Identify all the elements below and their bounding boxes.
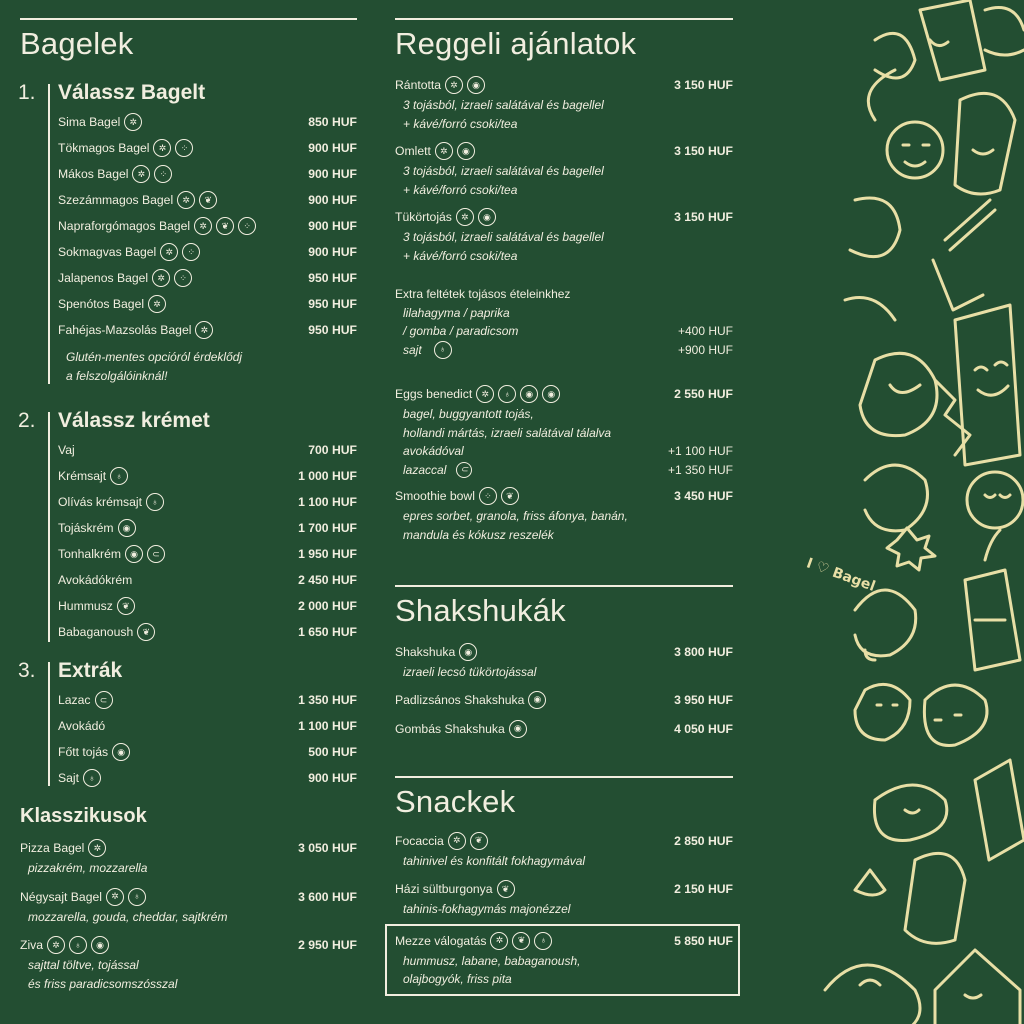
menu-item	[20, 739, 357, 765]
item-name-group	[58, 765, 101, 791]
item-price: 1 000 HUF	[298, 469, 357, 483]
menu-item	[20, 437, 357, 463]
item-name-group	[58, 109, 142, 135]
right-column	[395, 18, 733, 989]
item-name: Vaj	[58, 443, 75, 457]
straw-doodle	[933, 200, 995, 310]
item-price: 900 HUF	[308, 245, 357, 259]
wheat-icon: ✲	[445, 76, 463, 94]
egg-icon: ◉	[457, 142, 475, 160]
drink-doodle	[965, 530, 1020, 670]
item-price: 3 950 HUF	[674, 692, 733, 707]
addon-price: +1 350 HUF	[667, 462, 733, 477]
item-price: 1 950 HUF	[298, 547, 357, 561]
house-doodle	[935, 950, 1020, 1024]
step-title: Válassz Bagelt	[58, 81, 206, 104]
item-name-group	[58, 213, 256, 239]
note-line: Glutén-mentes opcióról érdeklődj	[66, 350, 243, 364]
egg-icon: ◉	[478, 208, 496, 226]
item-name-group	[58, 567, 132, 593]
seeds-icon: ⁘	[238, 217, 256, 235]
wheat-icon: ✲	[435, 142, 453, 160]
menu-item	[20, 619, 357, 645]
leaf-icon: ❦	[501, 487, 519, 505]
divider	[395, 776, 733, 778]
menu-item	[395, 140, 733, 199]
item-name-group	[58, 161, 172, 187]
cup-doodle	[920, 0, 985, 80]
extras-title: Extra feltétek tojásos ételeinkhez	[395, 287, 571, 301]
item-price: 3 800 HUF	[674, 645, 733, 659]
item-price: 950 HUF	[308, 271, 357, 285]
item-description: pizzakrém, mozzarella	[28, 861, 148, 875]
item-description: sajttal töltve, tojással	[28, 958, 139, 972]
egg-icon: ◉	[528, 691, 546, 709]
step-choose-cream	[20, 408, 357, 645]
menu-item	[395, 830, 733, 871]
seeds-icon: ⁘	[174, 269, 192, 287]
item-price: 950 HUF	[308, 323, 357, 337]
desc-text: avokádóval	[403, 444, 464, 458]
extras-line: lilahagyma / paprika	[403, 305, 510, 320]
step-title: Extrák	[58, 659, 123, 682]
menu-item	[20, 109, 357, 135]
item-price: 3 050 HUF	[298, 841, 357, 855]
item-price: 1 650 HUF	[298, 625, 357, 639]
wheat-icon: ✲	[195, 321, 213, 339]
seeds-icon: ⁘	[175, 139, 193, 157]
item-name: Olívás krémsajt	[58, 495, 142, 509]
item-price: 4 050 HUF	[674, 721, 733, 736]
item-name: Focaccia	[395, 833, 444, 848]
icecream-doodle	[860, 353, 937, 435]
menu-item	[395, 878, 733, 919]
milk-icon: ♁	[498, 385, 516, 403]
menu-item-eggs-benedict	[395, 383, 733, 479]
item-description: tahinivel és konfitált fokhagymával	[403, 853, 586, 868]
divider	[20, 18, 357, 20]
swirl-doodle	[845, 198, 900, 320]
item-name-group	[58, 541, 165, 567]
item-price: 500 HUF	[308, 745, 357, 759]
sun-doodle	[855, 590, 916, 660]
menu-item	[20, 515, 357, 541]
item-name-group	[58, 593, 135, 619]
item-price: 2 850 HUF	[674, 833, 733, 848]
leaf-icon: ❦	[470, 832, 488, 850]
section-title-bagelek: Bagelek	[20, 26, 134, 61]
menu-item	[20, 541, 357, 567]
leaf-icon: ❦	[137, 623, 155, 641]
item-description	[403, 461, 733, 480]
wheat-icon: ✲	[448, 832, 466, 850]
item-price: 2 450 HUF	[298, 573, 357, 587]
item-name: Sajt	[58, 771, 80, 785]
item-description: 3 tojásból, izraeli salátával és bagellel	[403, 98, 604, 112]
milk-icon: ♁	[534, 932, 552, 950]
section-title-shakshukak: Shakshukák	[395, 593, 566, 628]
fish-icon: ⊂	[95, 691, 113, 709]
menu-item	[20, 239, 357, 265]
doodle-text: I ♡ Bagel	[804, 555, 878, 595]
item-name: Napraforgómagos Bagel	[58, 219, 191, 233]
classics-section	[20, 805, 357, 993]
item-description: mozzarella, gouda, cheddar, sajtkrém	[28, 909, 228, 924]
seeds-icon: ⁘	[154, 165, 172, 183]
item-name-group	[58, 619, 155, 645]
egg-icon: ◉	[459, 643, 477, 661]
menu-item	[20, 187, 357, 213]
swirl-doodle	[868, 33, 915, 120]
menu-item-smoothie-bowl	[395, 485, 733, 544]
cookie-doodle	[924, 685, 987, 745]
egg-icon: ◉	[91, 936, 109, 954]
item-description: 3 tojásból, izraeli salátával és bagellel	[403, 230, 604, 244]
leaf-icon: ❦	[117, 597, 135, 615]
item-description: izraeli lecsó tükörtojással	[403, 665, 537, 679]
item-description: 3 tojásból, izraeli salátával és bagellel	[403, 164, 604, 178]
menu-item	[395, 689, 733, 711]
item-name: Lazac	[58, 693, 91, 707]
item-price: 900 HUF	[308, 771, 357, 785]
note-line: a felszolgálóinknál!	[66, 369, 168, 383]
item-name-group	[58, 187, 217, 213]
wheat-icon: ✲	[47, 936, 65, 954]
step-number: 3.	[18, 659, 36, 682]
section-title-reggeli: Reggeli ajánlatok	[395, 26, 637, 61]
menu-item	[20, 687, 357, 713]
item-price: 3 150 HUF	[674, 210, 733, 224]
step-number: 2.	[18, 409, 36, 432]
menu-item	[20, 135, 357, 161]
egg-icon: ◉	[125, 545, 143, 563]
left-column	[20, 18, 357, 993]
addon-price: +1 100 HUF	[667, 444, 733, 458]
item-name-group	[58, 739, 130, 765]
egg-icon: ◉	[118, 519, 136, 537]
menu-item	[20, 886, 357, 927]
wheat-icon: ✲	[456, 208, 474, 226]
item-name: Gombás Shakshuka	[395, 721, 505, 736]
item-name: Pizza Bagel	[20, 841, 85, 855]
milk-icon: ♁	[128, 888, 146, 906]
item-name-group	[58, 291, 166, 317]
item-name: Krémsajt	[58, 469, 107, 483]
milk-icon: ♁	[83, 769, 101, 787]
item-price: 850 HUF	[308, 115, 357, 129]
item-name: Avokádókrém	[58, 573, 133, 587]
bagel-doodle	[825, 965, 920, 1024]
item-price: 2 150 HUF	[674, 882, 733, 896]
item-name: Padlizsános Shakshuka	[395, 692, 525, 707]
item-description: + kávé/forró csoki/tea	[403, 116, 518, 131]
menu-item	[395, 74, 733, 133]
item-name-group	[58, 239, 200, 265]
wheat-icon: ✲	[88, 839, 106, 857]
hand-doodle	[865, 465, 928, 531]
seeds-icon: ⁘	[479, 487, 497, 505]
item-description: epres sorbet, granola, friss áfonya, banán,	[403, 509, 628, 523]
menu-item	[20, 463, 357, 489]
item-name: Tojáskrém	[58, 521, 114, 535]
wheat-icon: ✲	[124, 113, 142, 131]
menu-item	[20, 161, 357, 187]
zigzag-doodle	[935, 380, 970, 455]
bun-doodle	[887, 122, 943, 178]
menu-item	[20, 934, 357, 993]
wheat-icon: ✲	[132, 165, 150, 183]
hand-doodle	[855, 853, 965, 943]
milk-icon: ♁	[434, 341, 452, 359]
item-name: Sokmagvas Bagel	[58, 245, 157, 259]
item-price: 5 850 HUF	[674, 933, 733, 948]
item-name: Sima Bagel	[58, 115, 121, 129]
egg-icon: ◉	[112, 743, 130, 761]
menu-item	[20, 567, 357, 593]
item-name: Házi sültburgonya	[395, 882, 493, 896]
item-price: 950 HUF	[308, 297, 357, 311]
leaf-icon: ❦	[199, 191, 217, 209]
item-name: Négysajt Bagel	[20, 889, 102, 904]
item-name: Jalapenos Bagel	[58, 271, 149, 285]
item-name: Fahéjas-Mazsolás Bagel	[58, 323, 192, 337]
extras-line	[395, 322, 733, 341]
bagel-doodle	[874, 785, 946, 841]
wheat-icon: ✲	[106, 888, 124, 906]
item-description: hollandi mártás, izraeli salátával tálalva	[403, 425, 612, 440]
cup-doodle	[975, 760, 1024, 860]
step-extras	[20, 658, 357, 791]
item-price: 1 350 HUF	[298, 693, 357, 707]
item-name: Rántotta	[395, 78, 442, 92]
milk-icon: ♁	[146, 493, 164, 511]
menu-item	[20, 291, 357, 317]
item-price: 3 150 HUF	[674, 144, 733, 158]
item-name-group	[58, 713, 105, 739]
cup-doodle	[955, 93, 1015, 194]
item-description: mandula és kókusz reszelék	[403, 527, 554, 542]
star-doodle	[887, 528, 935, 570]
extras-line-text: / gomba / paradicsom	[403, 324, 519, 338]
item-price: 3 600 HUF	[298, 889, 357, 904]
item-description: + kávé/forró csoki/tea	[403, 182, 518, 197]
item-description: bagel, buggyantott tojás,	[403, 407, 534, 421]
menu-item	[20, 593, 357, 619]
item-description: olajbogyók, friss pita	[403, 972, 512, 986]
item-price: 900 HUF	[308, 167, 357, 181]
step-title: Válassz krémet	[58, 409, 210, 432]
section-title-klasszikusok: Klasszikusok	[20, 805, 147, 827]
item-price: 2 000 HUF	[298, 599, 357, 613]
item-name: Avokádó	[58, 719, 106, 733]
egg-extras	[395, 285, 733, 359]
menu-item	[395, 718, 733, 740]
item-name: Mákos Bagel	[58, 167, 129, 181]
item-name-group	[58, 437, 75, 463]
item-name: Omlett	[395, 144, 431, 158]
extras-line-text: sajt	[403, 342, 422, 357]
item-price: 1 100 HUF	[298, 719, 357, 733]
extras-line	[395, 341, 733, 360]
milk-icon: ♁	[69, 936, 87, 954]
menu-item	[20, 713, 357, 739]
item-name: Spenótos Bagel	[58, 297, 145, 311]
menu-item	[20, 317, 357, 343]
face-doodle	[985, 8, 1024, 56]
fish-icon: ⊂	[147, 545, 165, 563]
doodle-illustration	[804, 0, 1024, 1024]
wheat-icon: ✲	[476, 385, 494, 403]
seeds-icon: ⁘	[182, 243, 200, 261]
item-name: Shakshuka	[395, 645, 456, 659]
leaf-icon: ❦	[497, 880, 515, 898]
menu-item	[20, 837, 357, 878]
wheat-icon: ✲	[148, 295, 166, 313]
item-description: tahinis-fokhagymás majonézzel	[403, 902, 571, 916]
item-price: 700 HUF	[308, 443, 357, 457]
item-name: Tökmagos Bagel	[58, 141, 150, 155]
item-name-group	[58, 463, 128, 489]
menu-item	[20, 489, 357, 515]
mezze-highlight	[395, 930, 733, 989]
item-name-group	[58, 687, 113, 713]
item-name: Ziva	[20, 938, 44, 952]
menu-item	[395, 641, 733, 682]
item-description	[403, 442, 733, 461]
menu-item	[20, 265, 357, 291]
item-name-group	[58, 135, 193, 161]
item-description: és friss paradicsomszósszal	[28, 976, 178, 991]
face-doodle	[855, 684, 910, 740]
section-title-snackek: Snackek	[395, 783, 516, 819]
item-name: Babaganoush	[58, 625, 134, 639]
wheat-icon: ✲	[490, 932, 508, 950]
divider	[395, 18, 733, 20]
avocado-icon: ◉	[520, 385, 538, 403]
item-description: hummusz, labane, babaganoush,	[403, 953, 581, 968]
item-price: 900 HUF	[308, 219, 357, 233]
step-number: 1.	[18, 81, 36, 104]
item-name: Smoothie bowl	[395, 489, 475, 503]
egg-icon: ◉	[509, 720, 527, 738]
menu-item-mezze	[395, 930, 733, 989]
item-price: 1 100 HUF	[298, 495, 357, 509]
item-name: Szezámmagos Bagel	[58, 193, 174, 207]
extras-price: +400 HUF	[677, 324, 733, 338]
item-name-group	[58, 265, 192, 291]
item-name-group	[58, 515, 136, 541]
wheat-icon: ✲	[194, 217, 212, 235]
desc-text: lazaccal	[403, 462, 447, 477]
menu-item	[20, 213, 357, 239]
wheat-icon: ✲	[152, 269, 170, 287]
wheat-icon: ✲	[160, 243, 178, 261]
item-name: Tükörtojás	[395, 210, 452, 224]
milk-icon: ♁	[110, 467, 128, 485]
menu-item	[20, 765, 357, 791]
step-choose-bagel	[20, 80, 357, 386]
leaf-icon: ❦	[216, 217, 234, 235]
menu-item	[395, 206, 733, 265]
item-price: 3 450 HUF	[674, 489, 733, 503]
wheat-icon: ✲	[177, 191, 195, 209]
item-price: 900 HUF	[308, 141, 357, 155]
item-price: 900 HUF	[308, 193, 357, 207]
divider	[395, 585, 733, 587]
item-price: 2 950 HUF	[298, 938, 357, 952]
egg-icon: ◉	[542, 385, 560, 403]
item-name: Mezze válogatás	[395, 933, 487, 948]
leaf-icon: ❦	[512, 932, 530, 950]
wheat-icon: ✲	[153, 139, 171, 157]
item-description: + kávé/forró csoki/tea	[403, 248, 518, 263]
coffee-doodle	[967, 472, 1023, 528]
extras-price: +900 HUF	[677, 342, 733, 357]
item-price: 2 550 HUF	[674, 387, 733, 401]
gluten-note	[66, 348, 357, 386]
fish-icon: ⊂	[456, 462, 472, 478]
item-name: Főtt tojás	[58, 745, 109, 759]
item-name: Hummusz	[58, 599, 113, 613]
item-name: Eggs benedict	[395, 387, 473, 401]
egg-icon: ◉	[467, 76, 485, 94]
item-price: 1 700 HUF	[298, 521, 357, 535]
item-name-group	[58, 489, 164, 515]
item-name-group	[58, 317, 213, 343]
item-name: Tonhalkrém	[58, 547, 121, 561]
item-price: 3 150 HUF	[674, 78, 733, 92]
